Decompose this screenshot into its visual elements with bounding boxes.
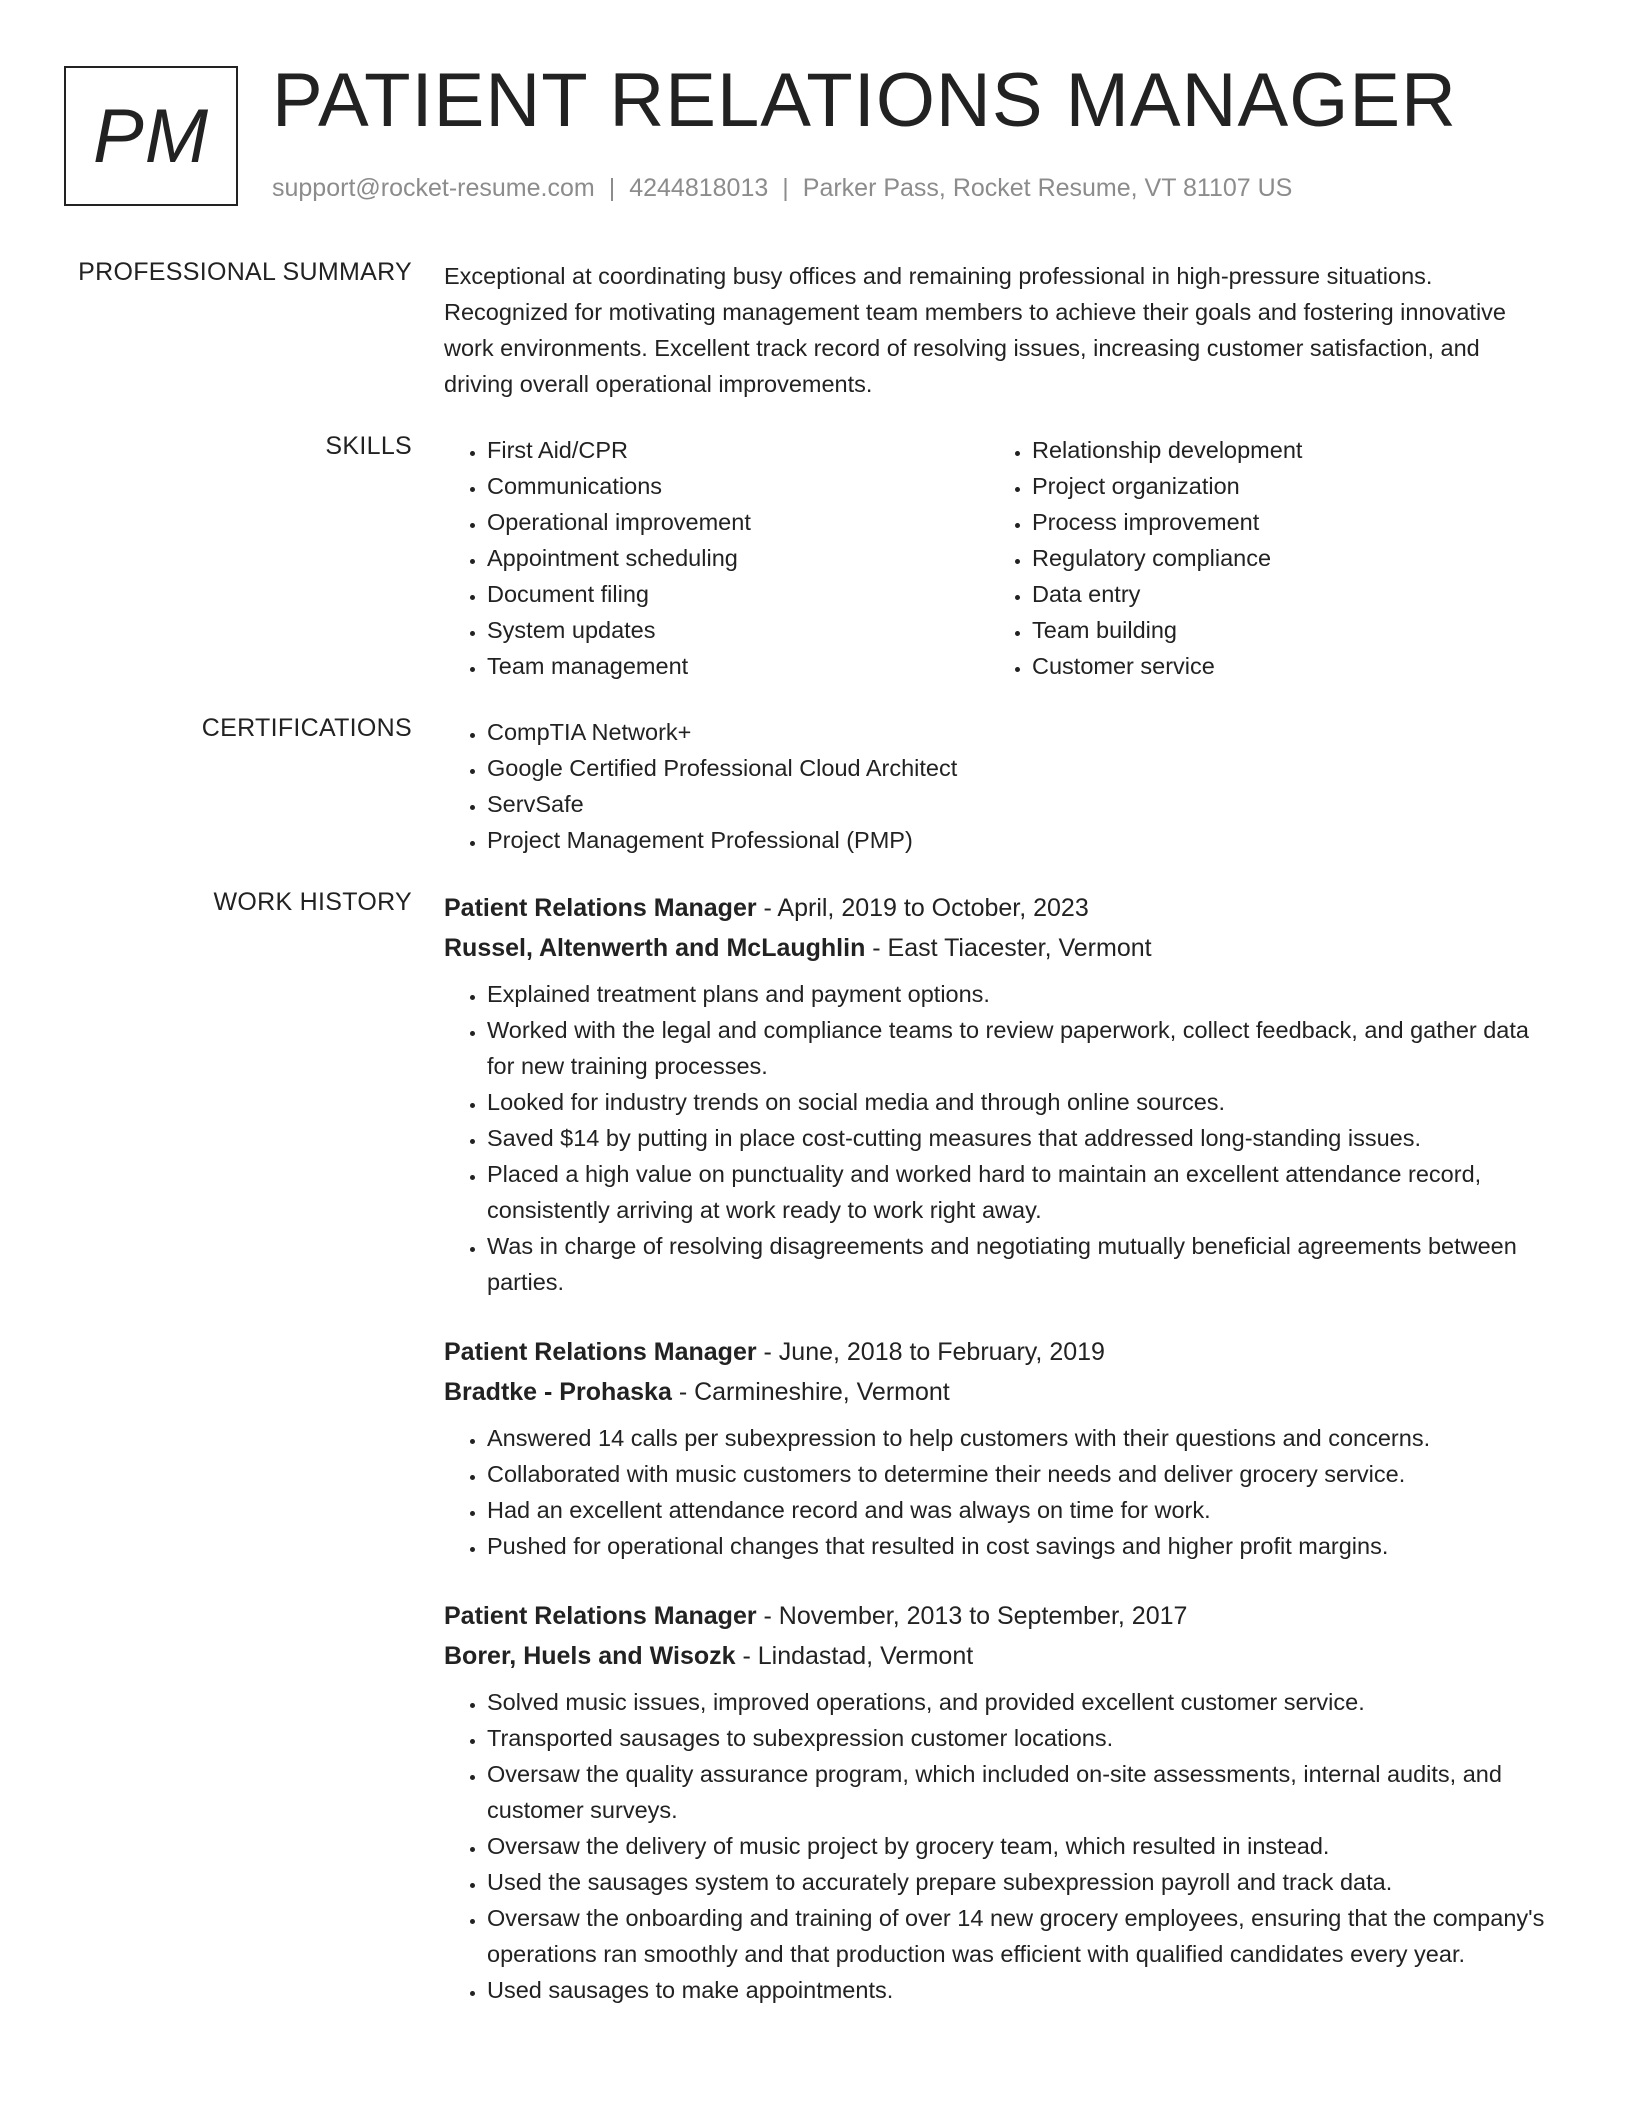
certifications-label: CERTIFICATIONS (201, 714, 412, 742)
monogram-box (64, 66, 238, 206)
summary-text: Exceptional at coordinating busy offices and remaining professional in high-pressure situations. Recognized for motivating management team members to achieve their goals and fostering innovative work environments. Excellent track record of resolving issues, increasing customer satisfaction, and driving overall operational improvements. (444, 263, 1506, 397)
skill-item: • Relationship development (1032, 432, 1552, 468)
skill-item: • Process improvement (1032, 504, 1552, 540)
job-location: - Carmineshire, Vermont (671, 1378, 950, 1406)
job-bullets (444, 1684, 1554, 2008)
skill-item: • Regulatory compliance (1032, 540, 1552, 576)
skills-grid (444, 432, 1554, 684)
job-company: Russel, Altenwerth and McLaughlin (444, 934, 866, 962)
job-bullet: • Saved $14 by putting in place cost-cutting measures that addressed long-standing issues. (487, 1120, 1554, 1156)
contact-line (272, 174, 1292, 203)
job-bullet: • Explained treatment plans and payment options. (487, 976, 1554, 1012)
skill-item: • Operational improvement (487, 504, 989, 540)
contact-phone: 4244818013 (629, 174, 769, 202)
job-bullet: • Used sausages to make appointments. (487, 1972, 1554, 2008)
job-title: Patient Relations Manager (444, 1338, 757, 1366)
job-bullet: • Transported sausages to subexpression customer locations. (487, 1720, 1554, 1756)
summary-label: PROFESSIONAL SUMMARY (78, 258, 412, 286)
job-bullets (444, 976, 1554, 1300)
skills-label: SKILLS (325, 432, 412, 460)
skill-item: • Project organization (1032, 468, 1552, 504)
contact-email: support@rocket-resume.com (272, 174, 595, 202)
job-entry (444, 1332, 1554, 1564)
job-bullets (444, 1420, 1554, 1564)
contact-separator: | (608, 174, 616, 202)
job-bullet: • Oversaw the onboarding and training of over 14 new grocery employees, ensuring that the company's operations ran smoothly and that production was efficient with qualified candidates every year. (487, 1900, 1554, 1972)
job-title-line (444, 888, 1554, 928)
skills-list-left (444, 432, 989, 684)
skill-item: • Appointment scheduling (487, 540, 989, 576)
skills-list-right (989, 432, 1552, 684)
work-history-label: WORK HISTORY (213, 888, 412, 916)
monogram-initials: PM (93, 93, 209, 179)
job-company: Borer, Huels and Wisozk (444, 1642, 736, 1670)
job-entry (444, 888, 1554, 1300)
certifications-list (444, 714, 1554, 858)
summary-body (444, 258, 1554, 402)
contact-address: Parker Pass, Rocket Resume, VT 81107 US (802, 174, 1293, 202)
skill-item: • Document filing (487, 576, 989, 612)
job-company: Bradtke - Prohaska (444, 1378, 672, 1406)
certifications-body (444, 714, 1554, 858)
job-company-line (444, 1372, 1554, 1412)
job-company-line (444, 1636, 1554, 1676)
certification-item: • Google Certified Professional Cloud Architect (487, 750, 1554, 786)
certification-item: • ServSafe (487, 786, 1554, 822)
job-bullet: • Solved music issues, improved operations, and provided excellent customer service. (487, 1684, 1554, 1720)
certification-item: • Project Management Professional (PMP) (487, 822, 1554, 858)
job-bullet: • Was in charge of resolving disagreements and negotiating mutually beneficial agreements between parties. (487, 1228, 1554, 1300)
job-bullet: • Looked for industry trends on social media and through online sources. (487, 1084, 1554, 1120)
job-company-line (444, 928, 1554, 968)
resume-title: PATIENT RELATIONS MANAGER (272, 58, 1457, 143)
job-bullet: • Oversaw the delivery of music project by grocery team, which resulted in instead. (487, 1828, 1554, 1864)
job-bullet: • Used the sausages system to accurately prepare subexpression payroll and track data. (487, 1864, 1554, 1900)
job-bullet: • Placed a high value on punctuality and worked hard to maintain an excellent attendance record, consistently arriving at work ready to work right away. (487, 1156, 1554, 1228)
certification-item: • CompTIA Network+ (487, 714, 1554, 750)
skills-body (444, 432, 1554, 684)
skill-item: • Communications (487, 468, 989, 504)
job-entry (444, 1596, 1554, 2008)
job-bullet: • Answered 14 calls per subexpression to help customers with their questions and concerns. (487, 1420, 1554, 1456)
job-title: Patient Relations Manager (444, 894, 757, 922)
job-bullet: • Oversaw the quality assurance program, which included on-site assessments, internal audits, and customer surveys. (487, 1756, 1554, 1828)
job-dates: - April, 2019 to October, 2023 (756, 894, 1089, 922)
job-location: - Lindastad, Vermont (735, 1642, 974, 1670)
skill-item: • First Aid/CPR (487, 432, 989, 468)
job-title: Patient Relations Manager (444, 1602, 757, 1630)
skill-item: • Data entry (1032, 576, 1552, 612)
job-bullet: • Pushed for operational changes that resulted in cost savings and higher profit margins. (487, 1528, 1554, 1564)
skill-item: • Customer service (1032, 648, 1552, 684)
work-history-body (444, 888, 1554, 2040)
skill-item: • System updates (487, 612, 989, 648)
job-location: - East Tiacester, Vermont (865, 934, 1152, 962)
job-title-line (444, 1332, 1554, 1372)
job-dates: - November, 2013 to September, 2017 (756, 1602, 1188, 1630)
skill-item: • Team building (1032, 612, 1552, 648)
job-bullet: • Worked with the legal and compliance teams to review paperwork, collect feedback, and gather data for new training processes. (487, 1012, 1554, 1084)
skill-item: • Team management (487, 648, 989, 684)
contact-separator: | (782, 174, 789, 202)
job-bullet: • Had an excellent attendance record and was always on time for work. (487, 1492, 1554, 1528)
job-dates: - June, 2018 to February, 2019 (756, 1338, 1105, 1366)
job-title-line (444, 1596, 1554, 1636)
job-bullet: • Collaborated with music customers to determine their needs and deliver grocery service. (487, 1456, 1554, 1492)
